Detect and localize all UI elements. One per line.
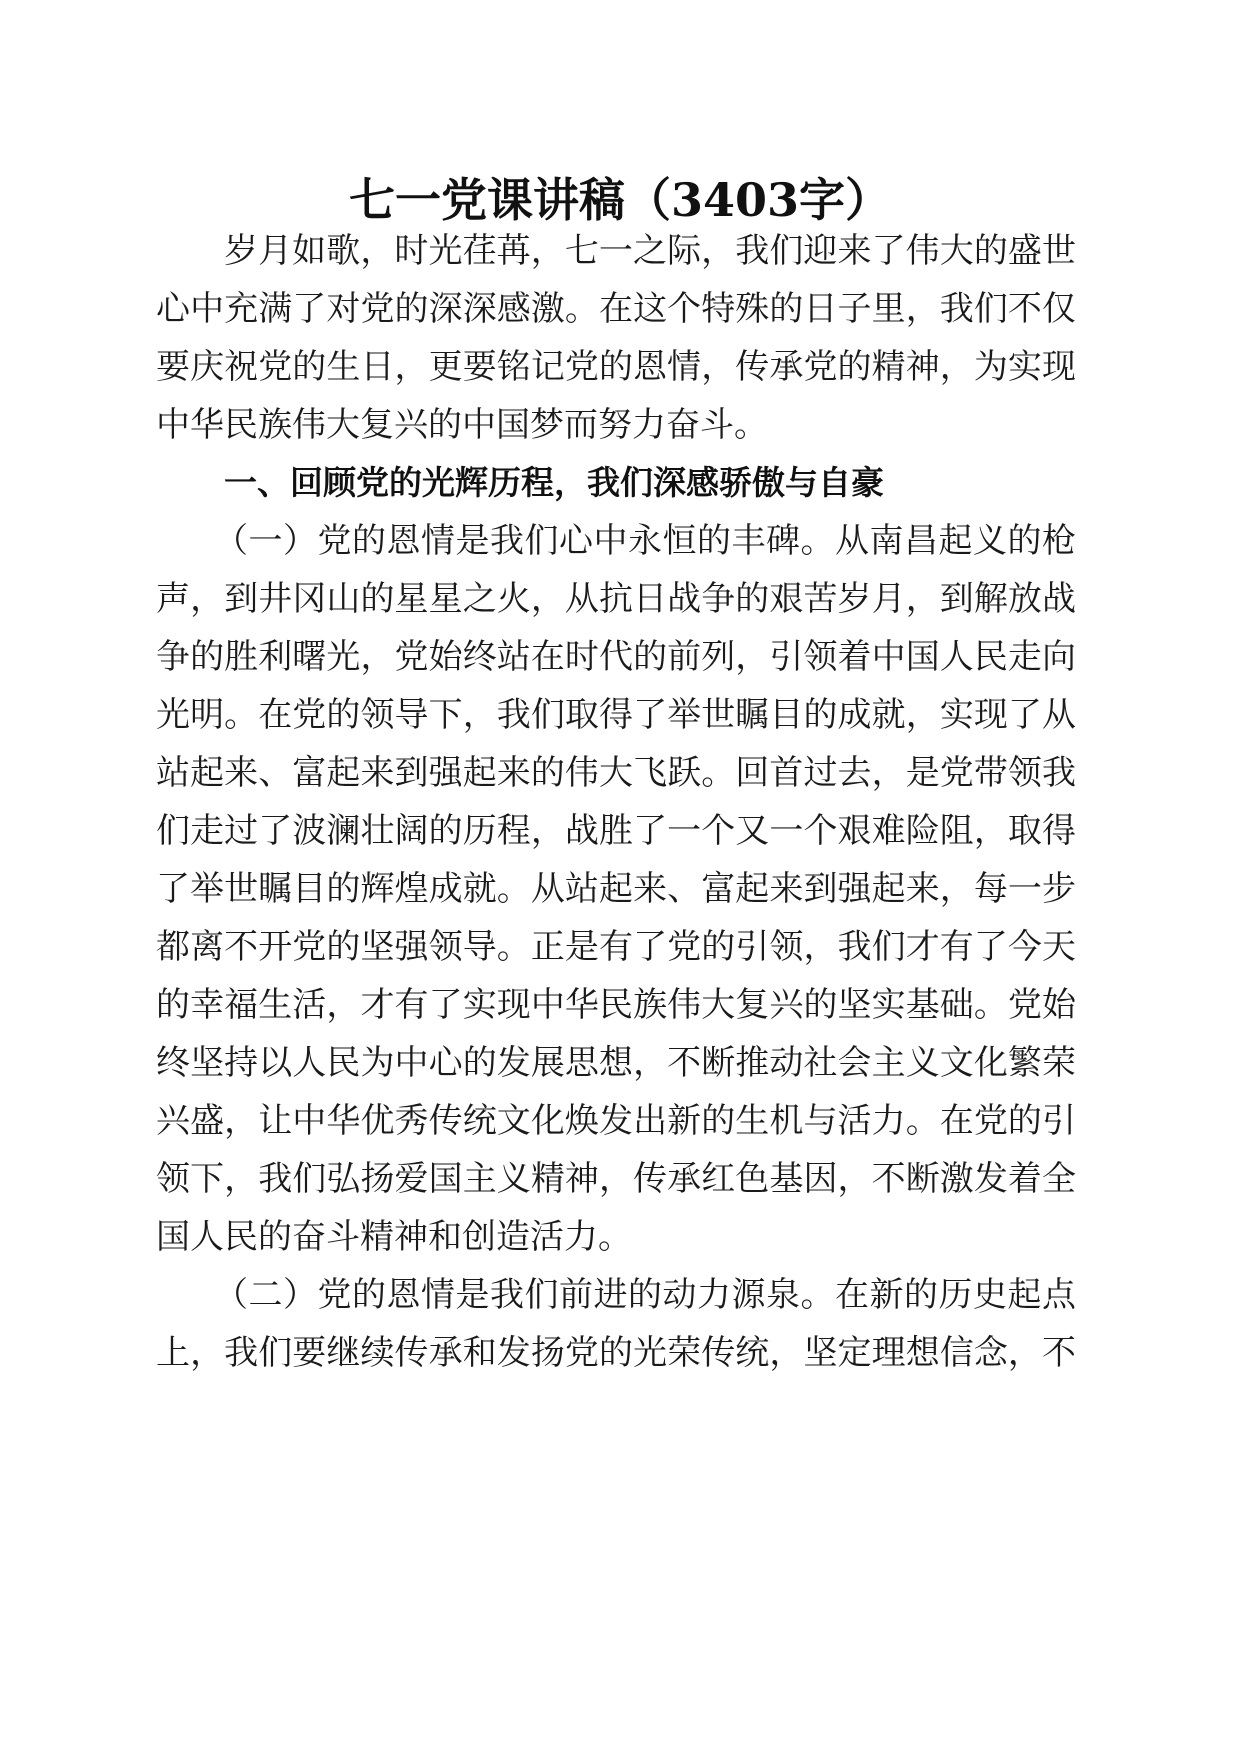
paragraph-line: （二）党的恩情是我们前进的动力源泉。在新的历史起点 bbox=[214, 1275, 1076, 1315]
section-heading: 一、回顾党的光辉历程，我们深感骄傲与自豪 bbox=[224, 463, 884, 502]
paragraph-line: 兴盛，让中华优秀传统文化焕发出新的生机与活力。在党的引 bbox=[156, 1101, 1076, 1141]
intro-line: 岁月如歌，时光荏苒，七一之际，我们迎来了伟大的盛世 bbox=[224, 231, 1076, 271]
intro-line: 心中充满了对党的深深感激。在这个特殊的日子里，我们不仅 bbox=[156, 289, 1076, 329]
paragraph-line: 了举世瞩目的辉煌成就。从站起来、富起来到强起来，每一步 bbox=[156, 869, 1076, 909]
paragraph-line: 站起来、富起来到强起来的伟大飞跃。回首过去，是党带领我 bbox=[156, 753, 1076, 793]
paragraph-line: 声，到井冈山的星星之火，从抗日战争的艰苦岁月，到解放战 bbox=[156, 579, 1076, 619]
paragraph-line: 终坚持以人民为中心的发展思想，不断推动社会主义文化繁荣 bbox=[156, 1043, 1076, 1083]
paragraph-line: （一）党的恩情是我们心中永恒的丰碑。从南昌起义的枪 bbox=[214, 521, 1076, 561]
intro-line: 要庆祝党的生日，更要铭记党的恩情，传承党的精神，为实现 bbox=[156, 347, 1076, 387]
paragraph-line: 光明。在党的领导下，我们取得了举世瞩目的成就，实现了从 bbox=[156, 695, 1076, 735]
document-title: 七一党课讲稿（3403字） bbox=[348, 173, 892, 227]
paragraph-line: 们走过了波澜壮阔的历程，战胜了一个又一个艰难险阻，取得 bbox=[156, 811, 1076, 851]
paragraph-line: 上，我们要继续传承和发扬党的光荣传统，坚定理想信念，不 bbox=[156, 1333, 1076, 1373]
paragraph-line: 的幸福生活，才有了实现中华民族伟大复兴的坚实基础。党始 bbox=[156, 985, 1076, 1025]
paragraph-line: 争的胜利曙光，党始终站在时代的前列，引领着中国人民走向 bbox=[156, 637, 1076, 677]
paragraph-line: 领下，我们弘扬爱国主义精神，传承红色基因，不断激发着全 bbox=[156, 1159, 1076, 1199]
intro-line: 中华民族伟大复兴的中国梦而努力奋斗。 bbox=[156, 405, 768, 445]
paragraph-line: 都离不开党的坚强领导。正是有了党的引领，我们才有了今天 bbox=[156, 927, 1076, 967]
paragraph-line: 国人民的奋斗精神和创造活力。 bbox=[156, 1217, 632, 1257]
